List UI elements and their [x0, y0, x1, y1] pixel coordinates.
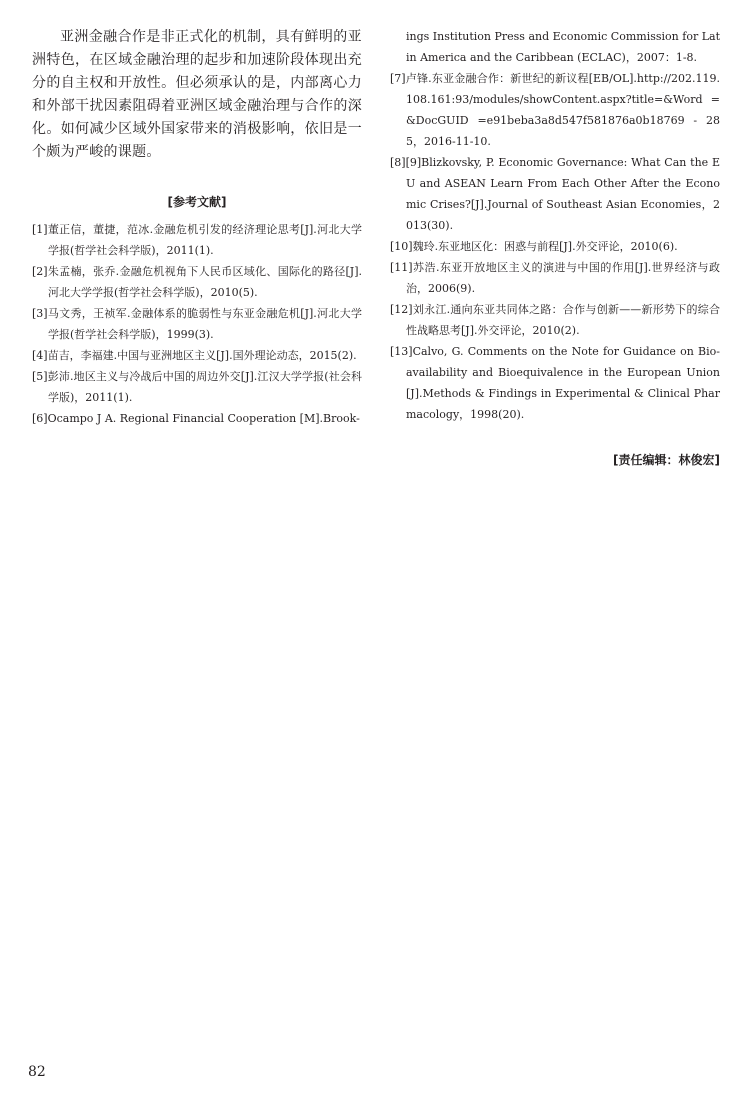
reference-item: [1]董正信，董捷，范冰.金融危机引发的经济理论思考[J].河北大学学报(哲学社会科学版)，2011(1).: [32, 223, 362, 257]
reference-item: [7]卢锋.东亚金融合作：新世纪的新议程[EB/OL].http://202.119.108.161:93/modules/showContent.aspx?title=&Word =&DocGUID =e91beba3a8d547f581876a0b18769 - 285，2016-11-10.: [390, 72, 720, 148]
reference-item: [2]朱孟楠，张乔.金融危机视角下人民币区域化、国际化的路径[J].河北大学学报(哲学社会科学版)，2010(5).: [32, 265, 362, 299]
reference-item: [11]苏浩.东亚开放地区主义的演进与中国的作用[J].世界经济与政治，2006(9).: [390, 261, 720, 295]
references-list-left: [32, 219, 362, 429]
reference-item: [12]刘永江.通向东亚共同体之路：合作与创新——新形势下的综合性战略思考[J].外交评论，2010(2).: [390, 303, 720, 337]
reference-item: [13]Calvo, G. Comments on the Note for Guidance on Bio-availability and Bioequivalence in the European Union[J].Methods & Findings in Experimental & Clinical Pharmacology，1998(20).: [390, 345, 720, 421]
references-heading: [参考文献]: [167, 195, 227, 209]
reference-item: [3]马文秀，王祯军.金融体系的脆弱性与东亚金融危机[J].河北大学学报(哲学社会科学版)，1999(3).: [32, 307, 362, 341]
left-column: [32, 26, 362, 429]
references-list-right: [390, 26, 720, 425]
reference-item: [4]苗吉，李福建.中国与亚洲地区主义[J].国外理论动态，2015(2).: [32, 349, 357, 362]
body-paragraph: 亚洲金融合作是非正式化的机制，具有鲜明的亚洲特色，在区域金融治理的起步和加速阶段体现出充分的自主权和开放性。但必须承认的是，内部离心力和外部干扰因素阻碍着亚洲区域金融治理与合作的深化。如何减少区域外国家带来的消极影响，依旧是一个颇为严峻的课题。: [32, 29, 362, 160]
reference-continuation: ings Institution Press and Economic Commission for Latin America and the Caribbean (ECLAC)，2007：1-8.: [406, 30, 720, 64]
reference-item: [5]彭沛.地区主义与冷战后中国的周边外交[J].江汉大学学报(社会科学版)，2011(1).: [32, 370, 362, 404]
reference-item: [8][9]Blizkovsky, P. Economic Governance: What Can the EU and ASEAN Learn From Each Other After the Economic Crises?[J].Journal of Southeast Asian Economies，2013(30).: [390, 156, 720, 232]
reference-item: [6]Ocampo J A. Regional Financial Cooperation [M].Brook-: [32, 412, 360, 425]
page-number: 82: [28, 1064, 46, 1080]
editor-credit: [责任编辑：林俊宏]: [613, 453, 720, 467]
reference-item: [10]魏玲.东亚地区化：困惑与前程[J].外交评论，2010(6).: [390, 240, 678, 253]
right-column: [390, 26, 720, 468]
